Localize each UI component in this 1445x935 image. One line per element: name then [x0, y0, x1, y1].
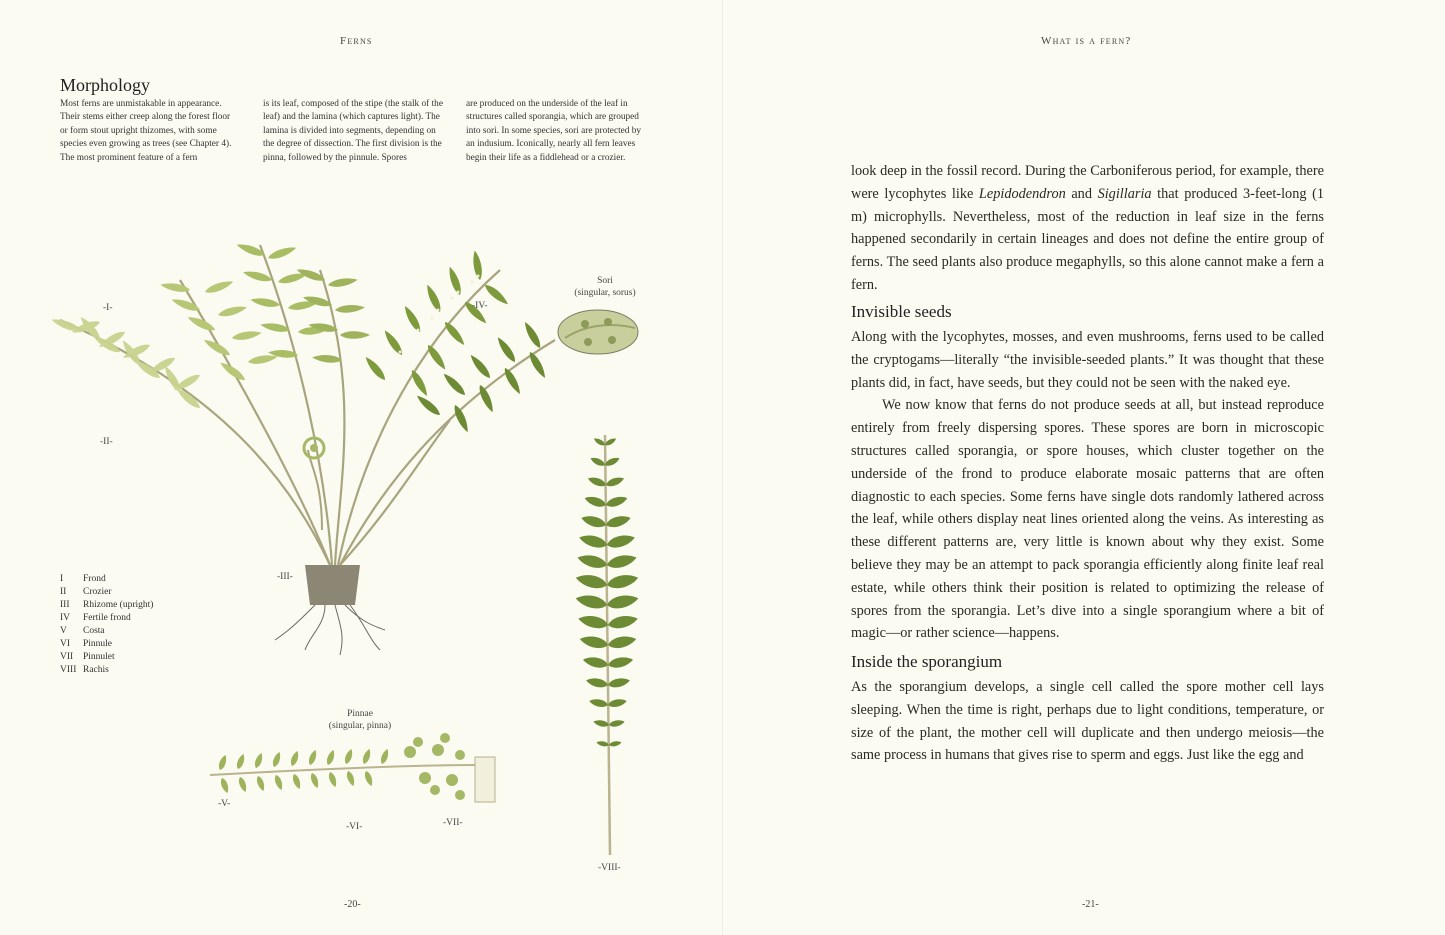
body-paragraph-1: [851, 160, 1324, 297]
subhead-inside-the-sporangium: Inside the sporangium: [851, 652, 1003, 671]
legend-row: [60, 573, 153, 586]
body-paragraph-4: As the sporangium develops, a single cell called the spore mother cell lays sleeping. When the time is right, perhaps due to light conditions, temperature, or size of the plant, the mother cell will duplicate and then undergo meiosis—the same process in humans that gives rise to sperm and eggs. Just like the egg and: [851, 679, 1324, 764]
legend-label: Pinnule: [83, 639, 113, 649]
italic-taxon: Sigillaria: [1097, 185, 1152, 202]
legend-row: [60, 638, 153, 651]
legend-num: VI: [60, 639, 71, 649]
pinnae-caption-title: Pinnae: [347, 709, 373, 719]
sori-caption-sub: (singular, sorus): [574, 288, 636, 298]
legend-label: Crozier: [83, 587, 112, 597]
left-page: [0, 0, 722, 935]
sori-caption: [560, 275, 650, 299]
body-section-invisible-seeds: [851, 326, 1324, 645]
body-paragraph-2: Along with the lycophytes, mosses, and even mushrooms, ferns used to be called the cryptogams—literally “the invisible-seeded plants.” It was thought that these plants did, in fact, have seeds, but they could not be seen with the naked eye.: [851, 329, 1324, 391]
legend-num: V: [60, 626, 67, 636]
legend-num: VIII: [60, 665, 77, 675]
callout-iii: -III-: [277, 572, 293, 582]
intro-column-1: Most ferns are unmistakable in appearance. Their stems either creep along the forest floor or form stout upright thizomes, with some species even growing as trees (see Chapter 4). The most prominent feature of a fern: [60, 99, 232, 163]
legend-row: [60, 599, 153, 612]
callout-viii: -VIII-: [598, 863, 621, 873]
section-title-morphology: Morphology: [60, 75, 150, 95]
right-page-number: -21-: [1082, 899, 1099, 910]
body-section-sporangium: [851, 676, 1324, 767]
legend-label: Frond: [83, 574, 106, 584]
legend-row: [60, 625, 153, 638]
right-running-head: What is a fern?: [1041, 35, 1132, 47]
legend-label: Costa: [83, 626, 105, 636]
legend-row: [60, 586, 153, 599]
legend-row: [60, 651, 153, 664]
legend-num: IV: [60, 613, 71, 623]
subhead-invisible-seeds: Invisible seeds: [851, 302, 952, 321]
body-text-run: that produced 3-feet-long (1 m) microphylls. Nevertheless, most of the reduction in leaf size in the ferns happened secondarily in certain lineages and does not define the entire group of ferns. The seed plants also produce megaphylls, so this alone cannot make a fern a fern.: [851, 185, 1324, 293]
pinnae-caption-sub: (singular, pinna): [328, 721, 392, 731]
intro-column-3: are produced on the underside of the leaf in structures called sporangia, which are grouped into sori. In some species, sori are protected by an indusium. Iconically, nearly all fern leaves begin their life as a fiddlehead or a crozier.: [466, 99, 642, 163]
right-page: [723, 0, 1445, 935]
callout-iv: -IV-: [472, 301, 488, 311]
figure-legend: [60, 573, 153, 677]
legend-num: III: [60, 600, 70, 610]
legend-row: [60, 664, 153, 677]
legend-label: Pinnulet: [83, 652, 115, 662]
pinnae-caption: [315, 708, 405, 732]
sori-caption-title: Sori: [597, 276, 613, 286]
body-paragraph-3: We now know that ferns do not produce seeds at all, but instead reproduce entirely from freely dispersing spores. These spores are born in microscopic structures called sporangia, or spore houses, which cluster together on the underside of the frond to produce elaborate mosaic patterns that are often diagnostic to each species. Some ferns have single dots randomly lathered across the leaf, while others display neat lines oriented along the veins. As interesting as these different patterns are, very little is known about why they exist. Some believe they may be an attempt to pack sporangia efficiently along finite leaf real estate, while others think their position is related to optimizing the release of spores from the sporangia. Let’s dive into a single sporangium where a bit of magic—or rather science—happens.: [851, 397, 1324, 642]
body-text-run: and: [1065, 185, 1098, 202]
legend-label: Rhizome (upright): [83, 600, 154, 610]
legend-label: Fertile frond: [83, 613, 131, 623]
legend-num: VII: [60, 652, 74, 662]
sori-inset: [558, 310, 638, 354]
crozier-drawing: [304, 438, 324, 530]
legend-num: II: [60, 587, 67, 597]
callout-vii: -VII-: [443, 818, 463, 828]
callout-v: -V-: [218, 799, 231, 809]
body-text-run: look deep in the fossil record. During the Carboniferous period, for example, there were lycophytes like: [851, 163, 1324, 202]
legend-num: I: [60, 574, 64, 584]
italic-taxon: Lepidodendron: [978, 185, 1066, 202]
fern-morphology-illustration: [40, 230, 680, 890]
callout-vi: -VI-: [346, 822, 363, 832]
legend-row: [60, 612, 153, 625]
pinna-drawing: [210, 733, 495, 802]
callout-i: -I-: [103, 303, 113, 313]
left-running-head: Ferns: [340, 35, 373, 47]
intro-column-2: is its leaf, composed of the stipe (the stalk of the leaf) and the lamina (which captures light). The lamina is divided into segments, depending on the degree of dissection. The first division is the pinna, followed by the pinnule. Spores: [263, 99, 443, 163]
legend-label: Rachis: [83, 665, 109, 675]
rachis-drawing: [574, 435, 639, 855]
left-page-number: -20-: [344, 899, 361, 910]
callout-ii: -II-: [100, 437, 113, 447]
